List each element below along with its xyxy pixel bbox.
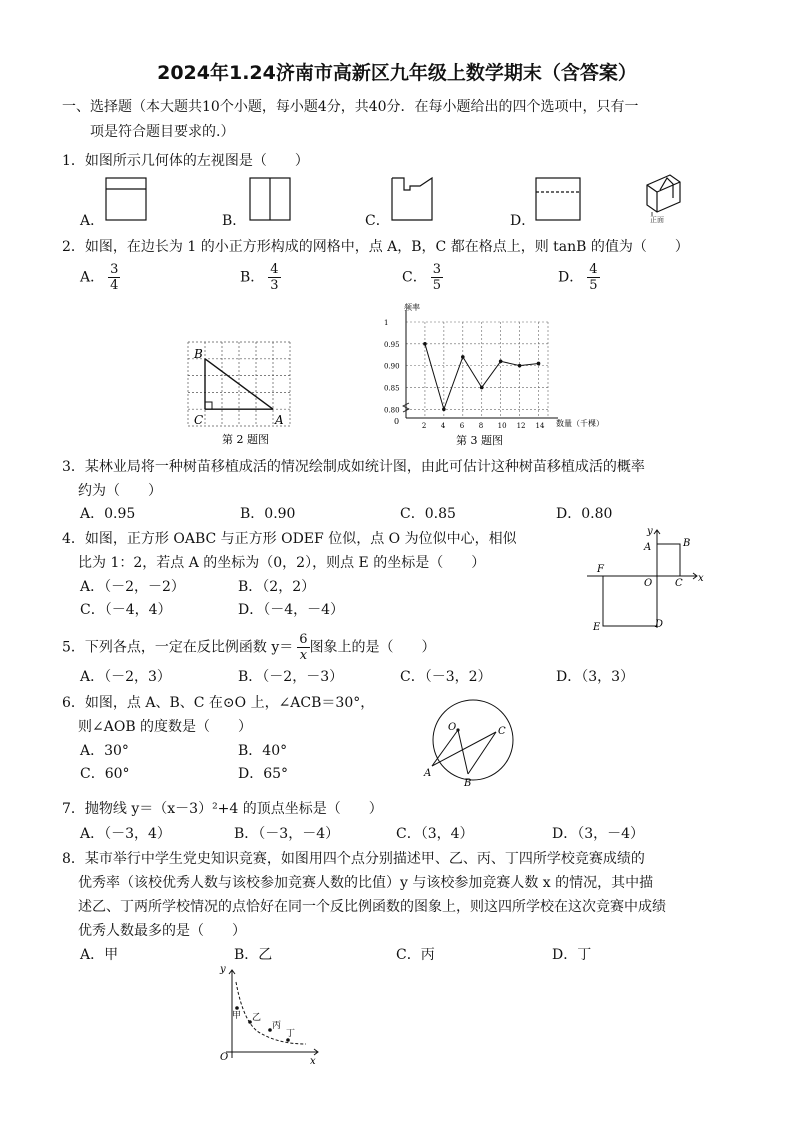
q4-option-b[interactable]: B．（2，2）	[238, 579, 316, 595]
q7-stem: 7．抛物线 y＝（x－3）²+4 的顶点坐标是（ ）	[62, 801, 383, 817]
q8-option-a[interactable]: A．甲	[80, 947, 119, 963]
svg-text:C: C	[675, 578, 683, 589]
svg-text:丁: 丁	[286, 1029, 296, 1039]
svg-text:B: B	[464, 778, 472, 789]
q8-option-d[interactable]: D．丁	[552, 947, 592, 963]
chart-x-tick-label: 8	[478, 422, 484, 430]
q8-stem-line4: 优秀人数最多的是（ ）	[78, 923, 246, 939]
q4-option-c[interactable]: C．（－4，4）	[80, 602, 172, 618]
chart-y-tick-label: 1	[384, 319, 389, 327]
q7-option-c[interactable]: C．（3，4）	[396, 826, 474, 842]
q3-origin-label: 0	[394, 417, 400, 426]
chart-x-tick-label: 2	[421, 422, 427, 430]
q5-option-a[interactable]: A．（－2，3）	[80, 669, 171, 685]
chart-x-tick-label: 6	[459, 422, 465, 430]
q2-option-a[interactable]: A． $\frac{3}{4}$	[80, 262, 119, 293]
section-heading-line2: 项是符合题目要求的.）	[90, 124, 235, 140]
q1-option-c[interactable]: C．	[365, 213, 390, 229]
q2-caption: 第 2 题图	[222, 433, 269, 446]
q6-circle-figure	[418, 692, 528, 792]
q1-view-b	[250, 178, 290, 220]
q5-stem: 5．下列各点，一定在反比例函数 y＝ $\frac{6}{x}$ 图象上的是（ ）	[62, 632, 436, 663]
chart-data-point	[480, 386, 484, 390]
q8-point-jia	[235, 1006, 239, 1010]
chart-data-point	[423, 342, 427, 346]
q2-option-b[interactable]: B． $\frac{4}{3}$	[240, 262, 279, 293]
q3-xlabel: 数量（千棵）	[556, 419, 604, 428]
page-title: 2024年1.24济南市高新区九年级上数学期末（含答案）	[157, 62, 637, 84]
chart-data-point	[537, 362, 541, 366]
q7-option-d[interactable]: D．（3，－4）	[552, 826, 645, 842]
svg-text:甲: 甲	[232, 1011, 242, 1021]
chart-y-tick-label: 0.95	[384, 340, 400, 349]
chart-data-point	[461, 355, 465, 359]
svg-text:y: y	[647, 526, 653, 537]
q3-caption: 第 3 题图	[456, 434, 503, 447]
q1-option-d[interactable]: D．	[510, 213, 536, 229]
q1-option-a[interactable]: A．	[80, 213, 105, 229]
chart-data-point	[518, 364, 522, 368]
svg-text:E: E	[593, 622, 601, 633]
q8-stem-line1: 8．某市举行中学生党史知识竞赛，如图用四个点分别描述甲、乙、丙、丁四所学校竞赛成绩的	[62, 851, 645, 867]
q3-ylabel: 频率	[404, 303, 420, 312]
q4-stem-line2: 比为 1：2，若点 A 的坐标为（0，2），则点 E 的坐标是（ ）	[78, 555, 486, 571]
svg-text:x: x	[698, 573, 704, 584]
q8-option-c[interactable]: C．丙	[396, 947, 435, 963]
q1-front-label: 正面	[650, 216, 664, 224]
q8-inverse-function-figure	[210, 964, 330, 1067]
svg-text:O: O	[644, 578, 653, 589]
svg-text:丙: 丙	[272, 1021, 282, 1031]
q6-option-c[interactable]: C．60°	[80, 766, 130, 782]
q3-stem-line2: 约为（ ）	[78, 483, 162, 499]
q2-option-d[interactable]: D． $\frac{4}{5}$	[558, 262, 598, 293]
q4-stem-line1: 4．如图，正方形 OABC 与正方形 ODEF 位似，点 O 为位似中心，相似	[62, 531, 517, 547]
chart-axis-break	[403, 403, 409, 412]
q7-option-b[interactable]: B．（－3，－4）	[234, 826, 340, 842]
chart-y-tick-label: 0.90	[384, 362, 400, 371]
q3-stem-line1: 3．某林业局将一种树苗移植成活的情况绘制成如统计图，由此可估计这种树苗移植成活的概率	[62, 459, 645, 475]
q6-option-b[interactable]: B．40°	[238, 743, 288, 759]
chart-data-point	[499, 359, 503, 363]
svg-text:D: D	[655, 619, 664, 630]
q2-option-c[interactable]: C． $\frac{3}{5}$	[402, 262, 441, 293]
q4-option-a[interactable]: A．（－2，－2）	[80, 579, 185, 595]
q3-line-chart	[380, 300, 620, 448]
q5-option-d[interactable]: D．（3，3）	[556, 669, 635, 685]
chart-y-tick-label: 0.80	[384, 406, 400, 415]
q6-stem-line1: 6．如图，点 A、B、C 在⊙O 上，∠ACB＝30°，	[62, 695, 375, 711]
q3-option-d[interactable]: D．0.80	[556, 506, 613, 522]
svg-text:O: O	[448, 722, 457, 733]
q6-option-d[interactable]: D．65°	[238, 766, 289, 782]
svg-text:x: x	[310, 1056, 316, 1067]
q6-stem-line2: 则∠AOB 的度数是（ ）	[78, 719, 253, 735]
q5-fraction: $\frac{6}{x}$	[299, 632, 308, 663]
svg-text:A: A	[644, 542, 652, 553]
q1-option-b[interactable]: B．	[222, 213, 247, 229]
q8-option-b[interactable]: B．乙	[234, 947, 273, 963]
q3-option-b[interactable]: B．0.90	[240, 506, 296, 522]
chart-x-tick-label: 14	[535, 422, 545, 430]
q4-option-d[interactable]: D．（－4，－4）	[238, 602, 345, 618]
chart-x-tick-label: 10	[497, 422, 507, 430]
q1-stem: 1．如图所示几何体的左视图是（ ）	[62, 153, 309, 169]
q5-option-b[interactable]: B．（－2，－3）	[238, 669, 344, 685]
chart-data-point	[442, 407, 446, 411]
q4-coordinate-figure	[585, 524, 715, 636]
q2-grid-figure	[186, 340, 296, 446]
svg-text:y: y	[220, 964, 226, 975]
chart-x-tick-label: 4	[440, 422, 446, 430]
q1-view-c	[392, 178, 432, 220]
q8-stem-line2: 优秀率（该校优秀人数与该校参加竞赛人数的比值）y 与该校参加竞赛人数 x 的情况，其中描	[78, 875, 654, 891]
svg-text:F: F	[597, 564, 604, 575]
q3-option-a[interactable]: A．0.95	[80, 506, 136, 522]
q1-view-a	[106, 178, 146, 220]
svg-text:B: B	[683, 538, 691, 549]
q3-option-c[interactable]: C．0.85	[400, 506, 456, 522]
q2-label-b: B	[194, 347, 203, 361]
q2-stem: 2．如图，在边长为 1 的小正方形构成的网格中，点 A，B，C 都在格点上，则 tanB 的值为（ ）	[62, 239, 689, 255]
q1-view-d	[536, 178, 580, 220]
chart-x-tick-label: 12	[516, 422, 526, 430]
q5-option-c[interactable]: C．（－3，2）	[400, 669, 492, 685]
q6-option-a[interactable]: A．30°	[80, 743, 129, 759]
svg-text:乙: 乙	[252, 1013, 262, 1023]
svg-text:O: O	[220, 1052, 229, 1063]
q1-solid-figure	[647, 175, 680, 212]
q7-option-a[interactable]: A．（－3，4）	[80, 826, 171, 842]
q2-label-c: C	[194, 413, 204, 427]
svg-text:A: A	[424, 768, 432, 779]
svg-text:C: C	[498, 726, 506, 737]
q1-view-figures	[0, 0, 794, 240]
chart-y-tick-label: 0.85	[384, 384, 400, 393]
section-heading-line1: 一、选择题（本大题共10个小题，每小题4分，共40分．在每小题给出的四个选项中，只有一	[62, 99, 639, 115]
q8-stem-line3: 述乙、丁两所学校情况的点恰好在同一个反比例函数的图象上，则这四所学校在这次竞赛中成绩	[78, 899, 666, 915]
q2-label-a: A	[275, 413, 284, 427]
